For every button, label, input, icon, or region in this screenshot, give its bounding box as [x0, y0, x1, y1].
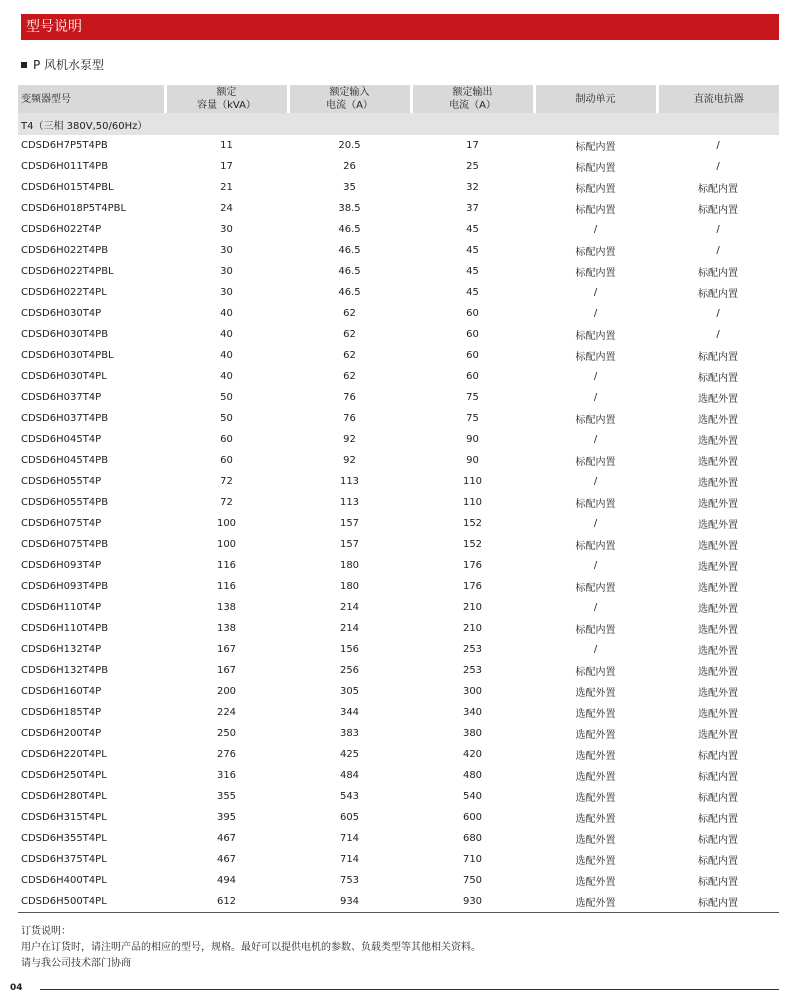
cell-output-current: 60 [466, 308, 479, 319]
cell-dc-reactor: 标配内置 [698, 289, 738, 300]
cell-brake-unit: 标配内置 [575, 205, 616, 216]
cell-capacity: 60 [220, 434, 233, 445]
cell-input-current: 92 [343, 434, 356, 445]
cell-input-current: 92 [343, 455, 356, 466]
table-row [18, 177, 779, 198]
cell-capacity: 100 [216, 539, 237, 550]
cell-capacity: 30 [220, 245, 233, 256]
cell-model: CDSD6H132T4P [21, 644, 102, 655]
cell-brake-unit: 标配内置 [575, 457, 616, 468]
cell-dc-reactor: 标配内置 [698, 877, 738, 888]
cell-capacity: 40 [220, 308, 233, 319]
cell-capacity: 116 [216, 560, 237, 571]
cell-output-current: 600 [462, 812, 483, 823]
cell-brake-unit: / [593, 371, 598, 382]
table-row [18, 303, 779, 324]
cell-capacity: 116 [216, 581, 237, 592]
table-row [18, 723, 779, 744]
table-row [18, 555, 779, 576]
cell-input-current: 38.5 [338, 203, 361, 214]
cell-model: CDSD6H037T4P [21, 392, 102, 403]
cell-output-current: 25 [466, 161, 479, 172]
cell-output-current: 45 [466, 224, 479, 235]
table-row [18, 219, 779, 240]
cell-input-current: 46.5 [338, 224, 361, 235]
cell-dc-reactor: 选配外置 [698, 415, 738, 426]
cell-dc-reactor: 标配内置 [698, 373, 738, 384]
cell-model: CDSD6H030T4PBL [21, 350, 114, 361]
cell-model: CDSD6H022T4PL [21, 287, 107, 298]
cell-output-current: 480 [462, 770, 483, 781]
cell-model: CDSD6H110T4PB [21, 623, 109, 634]
cell-dc-reactor: 选配外置 [698, 730, 738, 741]
cell-model: CDSD6H093T4P [21, 560, 102, 571]
cell-input-current: 344 [339, 707, 360, 718]
cell-output-current: 750 [462, 875, 483, 886]
cell-brake-unit: 标配内置 [575, 247, 616, 258]
cell-capacity: 24 [220, 203, 233, 214]
cell-input-current: 214 [339, 602, 360, 613]
cell-model: CDSD6H400T4PL [21, 875, 107, 886]
cell-capacity: 395 [216, 812, 237, 823]
cell-capacity: 40 [220, 329, 233, 340]
cell-brake-unit: / [593, 308, 598, 319]
table-row [18, 240, 779, 261]
cell-brake-unit: / [593, 518, 598, 529]
header-capacity: 额定 容量（kVA） [165, 85, 288, 113]
cell-model: CDSD6H022T4PBL [21, 266, 114, 277]
cell-dc-reactor: 选配外置 [698, 478, 738, 489]
cell-brake-unit: 标配内置 [575, 352, 616, 363]
cell-input-current: 156 [339, 644, 360, 655]
cell-capacity: 612 [165, 891, 288, 913]
cell-input-current: 62 [343, 371, 356, 382]
cell-brake-unit: / [593, 602, 598, 613]
model-spec-table [18, 85, 779, 913]
cell-capacity: 494 [216, 875, 237, 886]
cell-dc-reactor: 选配外置 [698, 604, 738, 615]
cell-dc-reactor: / [716, 329, 720, 340]
table-row [18, 597, 779, 618]
table-row [18, 471, 779, 492]
section-banner [21, 14, 779, 40]
table-row [18, 366, 779, 387]
table-row [18, 828, 779, 849]
table-row [18, 513, 779, 534]
cell-input-current: 46.5 [338, 287, 361, 298]
cell-input-current: 20.5 [338, 140, 361, 151]
cell-capacity: 138 [216, 623, 237, 634]
cell-input-current: 180 [339, 581, 360, 592]
cell-input-current: 214 [339, 623, 360, 634]
cell-capacity: 100 [216, 518, 237, 529]
table-row [18, 324, 779, 345]
cell-input-current: 425 [339, 749, 360, 760]
cell-dc-reactor: 标配内置 [698, 205, 738, 216]
cell-dc-reactor: 选配外置 [698, 520, 738, 531]
cell-dc-reactor: 选配外置 [698, 457, 738, 468]
cell-capacity: 50 [220, 392, 233, 403]
cell-model: CDSD6H375T4PL [21, 854, 107, 865]
cell-input-current: 62 [343, 329, 356, 340]
cell-model: CDSD6H200T4P [21, 728, 102, 739]
cell-model: CDSD6H7P5T4PB [21, 140, 108, 151]
cell-dc-reactor: 标配内置 [698, 793, 738, 804]
cell-input-current: 256 [339, 665, 360, 676]
cell-output-current: 380 [462, 728, 483, 739]
section-heading [21, 56, 104, 73]
cell-capacity: 11 [220, 140, 233, 151]
cell-brake-unit: 选配外置 [575, 835, 616, 846]
cell-output-current: 45 [466, 287, 479, 298]
cell-dc-reactor: 选配外置 [698, 583, 738, 594]
cell-model: CDSD6H075T4P [21, 518, 102, 529]
cell-input-current: 35 [343, 182, 356, 193]
cell-brake-unit: 选配外置 [575, 751, 616, 762]
cell-output-current: 90 [466, 455, 479, 466]
cell-output-current: 300 [462, 686, 483, 697]
table-row [18, 660, 779, 681]
cell-model: CDSD6H022T4P [21, 224, 102, 235]
table-row [18, 345, 779, 366]
table-row [18, 765, 779, 786]
table-row [18, 849, 779, 870]
table-row [18, 786, 779, 807]
cell-dc-reactor: 选配外置 [698, 436, 738, 447]
table-row [18, 135, 779, 156]
cell-output-current: 210 [462, 623, 483, 634]
cell-output-current: 75 [466, 392, 479, 403]
cell-model: CDSD6H280T4PL [21, 791, 107, 802]
cell-input-current: 714 [339, 833, 360, 844]
cell-dc-reactor: 标配内置 [698, 751, 738, 762]
cell-output-current: 253 [462, 665, 483, 676]
cell-dc-reactor: 标配内置 [698, 856, 738, 867]
cell-dc-reactor: 选配外置 [698, 541, 738, 552]
section-title: P 风机水泵型 [33, 58, 105, 72]
cell-brake-unit: 标配内置 [575, 583, 616, 594]
cell-output-current: 60 [466, 350, 479, 361]
cell-brake-unit: 选配外置 [575, 709, 616, 720]
cell-output-current: 60 [466, 371, 479, 382]
cell-input-current: 157 [339, 518, 360, 529]
cell-output-current: 210 [462, 602, 483, 613]
cell-brake-unit: / [593, 224, 598, 235]
cell-input-current: 46.5 [338, 266, 361, 277]
cell-capacity: 40 [220, 350, 233, 361]
cell-input-current: 714 [339, 854, 360, 865]
cell-brake-unit: 选配外置 [575, 793, 616, 804]
cell-model: CDSD6H030T4PL [21, 371, 107, 382]
cell-model: CDSD6H045T4PB [21, 455, 109, 466]
cell-output-current: 90 [466, 434, 479, 445]
cell-output-current: 680 [462, 833, 483, 844]
header-input-current: 额定输入 电流（A） [288, 85, 411, 113]
table-row [18, 807, 779, 828]
cell-capacity: 224 [216, 707, 237, 718]
cell-input-current: 26 [343, 161, 356, 172]
cell-output-current: 17 [466, 140, 479, 151]
cell-dc-reactor: 标配内置 [698, 814, 738, 825]
cell-capacity: 167 [216, 665, 237, 676]
cell-capacity: 250 [216, 728, 237, 739]
cell-brake-unit: 标配内置 [575, 268, 616, 279]
cell-brake-unit: 标配内置 [575, 541, 616, 552]
cell-brake-unit: 标配内置 [575, 331, 616, 342]
table-row [18, 282, 779, 303]
cell-brake-unit: / [593, 644, 598, 655]
cell-model: CDSD6H030T4PB [21, 329, 109, 340]
cell-model: CDSD6H030T4P [21, 308, 102, 319]
cell-input-current: 157 [339, 539, 360, 550]
cell-dc-reactor: 标配内置 [698, 184, 738, 195]
table-row [18, 408, 779, 429]
cell-dc-reactor: 选配外置 [698, 499, 738, 510]
cell-output-current: 75 [466, 413, 479, 424]
cell-input-current: 934 [288, 891, 411, 913]
cell-output-current: 420 [462, 749, 483, 760]
cell-brake-unit: 选配外置 [575, 814, 616, 825]
cell-input-current: 46.5 [338, 245, 361, 256]
cell-input-current: 113 [339, 476, 360, 487]
cell-input-current: 62 [343, 350, 356, 361]
cell-model: CDSD6H055T4PB [21, 497, 109, 508]
notes-line: 用户在订货时，请注明产品的相应的型号，规格。最好可以提供电机的参数、负载类型等其他相关资料。 [21, 942, 481, 953]
cell-dc-reactor: 选配外置 [698, 646, 738, 657]
cell-brake-unit: 选配外置 [575, 772, 616, 783]
cell-input-current: 543 [339, 791, 360, 802]
cell-dc-reactor: 选配外置 [698, 394, 738, 405]
cell-capacity: 50 [220, 413, 233, 424]
group-row [18, 113, 779, 135]
cell-brake-unit: / [593, 560, 598, 571]
group-label: T4（三相 380V,50/60Hz） [18, 113, 779, 135]
header-model: 变频器型号 [18, 85, 165, 113]
cell-input-current: 305 [339, 686, 360, 697]
header-output-current: 额定输出 电流（A） [411, 85, 534, 113]
cell-output-current: 110 [462, 497, 483, 508]
cell-model: CDSD6H220T4PL [21, 749, 107, 760]
cell-output-current: 45 [466, 245, 479, 256]
cell-dc-reactor: / [716, 140, 720, 151]
cell-brake-unit: 标配内置 [575, 184, 616, 195]
cell-output-current: 930 [411, 891, 534, 913]
cell-output-current: 340 [462, 707, 483, 718]
table-header-row [18, 85, 779, 113]
cell-capacity: 72 [220, 476, 233, 487]
square-bullet-icon [21, 62, 27, 68]
footer-divider [40, 989, 779, 990]
cell-input-current: 753 [339, 875, 360, 886]
cell-model: CDSD6H250T4PL [21, 770, 107, 781]
cell-model: CDSD6H037T4PB [21, 413, 109, 424]
cell-capacity: 72 [220, 497, 233, 508]
cell-model: CDSD6H022T4PB [21, 245, 109, 256]
table-row [18, 492, 779, 513]
cell-brake-unit: 选配外置 [575, 856, 616, 867]
cell-dc-reactor: 标配内置 [698, 352, 738, 363]
cell-input-current: 113 [339, 497, 360, 508]
cell-dc-reactor: 选配外置 [698, 625, 738, 636]
cell-output-current: 32 [466, 182, 479, 193]
cell-capacity: 30 [220, 266, 233, 277]
table-row [18, 156, 779, 177]
cell-dc-reactor: / [716, 161, 720, 172]
cell-model: CDSD6H160T4P [21, 686, 102, 697]
cell-capacity: 355 [216, 791, 237, 802]
table-row [18, 429, 779, 450]
cell-capacity: 200 [216, 686, 237, 697]
cell-input-current: 76 [343, 392, 356, 403]
cell-input-current: 383 [339, 728, 360, 739]
header-dc-reactor: 直流电抗器 [657, 85, 779, 113]
cell-dc-reactor: / [716, 224, 720, 235]
cell-capacity: 17 [220, 161, 233, 172]
cell-output-current: 37 [466, 203, 479, 214]
cell-brake-unit: / [593, 434, 598, 445]
table-row [18, 387, 779, 408]
table-row [18, 198, 779, 219]
cell-capacity: 60 [220, 455, 233, 466]
table-row [18, 450, 779, 471]
cell-model: CDSD6H093T4PB [21, 581, 109, 592]
notes-line: 请与我公司技术部门协商 [21, 958, 131, 969]
cell-brake-unit: 标配内置 [575, 142, 616, 153]
cell-capacity: 138 [216, 602, 237, 613]
table-row [18, 744, 779, 765]
cell-output-current: 540 [462, 791, 483, 802]
table-row [18, 618, 779, 639]
cell-model: CDSD6H045T4P [21, 434, 102, 445]
cell-capacity: 40 [220, 371, 233, 382]
cell-dc-reactor: / [716, 308, 720, 319]
cell-output-current: 45 [466, 266, 479, 277]
cell-dc-reactor: 选配外置 [698, 562, 738, 573]
cell-dc-reactor: 选配外置 [698, 667, 738, 678]
cell-input-current: 76 [343, 413, 356, 424]
cell-capacity: 167 [216, 644, 237, 655]
cell-model: CDSD6H110T4P [21, 602, 102, 613]
cell-brake-unit: 选配外置 [575, 688, 616, 699]
cell-output-current: 60 [466, 329, 479, 340]
table-row [18, 702, 779, 723]
order-notes [21, 924, 481, 972]
cell-brake-unit: 标配内置 [575, 163, 616, 174]
table-row [18, 870, 779, 891]
table-row [18, 261, 779, 282]
cell-model: CDSD6H018P5T4PBL [21, 203, 127, 214]
cell-model: CDSD6H075T4PB [21, 539, 109, 550]
cell-brake-unit: / [593, 476, 598, 487]
cell-capacity: 21 [220, 182, 233, 193]
table-row [18, 681, 779, 702]
header-brake-unit: 制动单元 [534, 85, 657, 113]
cell-brake-unit: / [593, 392, 598, 403]
cell-dc-reactor: 标配内置 [698, 268, 738, 279]
cell-capacity: 467 [216, 833, 237, 844]
cell-model: CDSD6H185T4P [21, 707, 102, 718]
cell-brake-unit: 标配内置 [575, 415, 616, 426]
cell-capacity: 467 [216, 854, 237, 865]
cell-capacity: 276 [216, 749, 237, 760]
cell-brake-unit: 选配外置 [575, 730, 616, 741]
cell-output-current: 152 [462, 518, 483, 529]
cell-brake-unit: 选配外置 [575, 877, 616, 888]
cell-dc-reactor: 选配外置 [698, 709, 738, 720]
cell-capacity: 30 [220, 287, 233, 298]
cell-input-current: 62 [343, 308, 356, 319]
cell-brake-unit: 标配内置 [575, 499, 616, 510]
table-row [18, 639, 779, 660]
cell-model: CDSD6H500T4PL [18, 891, 165, 913]
notes-line: 订货说明： [21, 926, 71, 937]
table-row [18, 891, 779, 913]
cell-dc-reactor: / [716, 245, 720, 256]
cell-dc-reactor: 标配内置 [698, 835, 738, 846]
cell-model: CDSD6H315T4PL [21, 812, 107, 823]
cell-brake-unit: 选配外置 [534, 891, 657, 913]
cell-model: CDSD6H132T4PB [21, 665, 109, 676]
cell-input-current: 605 [339, 812, 360, 823]
cell-model: CDSD6H355T4PL [21, 833, 107, 844]
cell-dc-reactor: 标配内置 [698, 772, 738, 783]
cell-output-current: 110 [462, 476, 483, 487]
cell-input-current: 484 [339, 770, 360, 781]
cell-output-current: 152 [462, 539, 483, 550]
page-number: 04 [10, 983, 23, 993]
cell-output-current: 176 [462, 581, 483, 592]
cell-capacity: 316 [216, 770, 237, 781]
cell-dc-reactor: 选配外置 [698, 688, 738, 699]
banner-title: 型号说明 [26, 19, 82, 35]
cell-input-current: 180 [339, 560, 360, 571]
cell-dc-reactor: 标配内置 [657, 891, 779, 913]
cell-brake-unit: / [593, 287, 598, 298]
cell-output-current: 253 [462, 644, 483, 655]
table-row [18, 576, 779, 597]
cell-model: CDSD6H055T4P [21, 476, 102, 487]
cell-model: CDSD6H011T4PB [21, 161, 109, 172]
cell-output-current: 710 [462, 854, 483, 865]
cell-brake-unit: 标配内置 [575, 667, 616, 678]
cell-output-current: 176 [462, 560, 483, 571]
table-row [18, 534, 779, 555]
cell-brake-unit: 标配内置 [575, 625, 616, 636]
cell-capacity: 30 [220, 224, 233, 235]
cell-model: CDSD6H015T4PBL [21, 182, 114, 193]
